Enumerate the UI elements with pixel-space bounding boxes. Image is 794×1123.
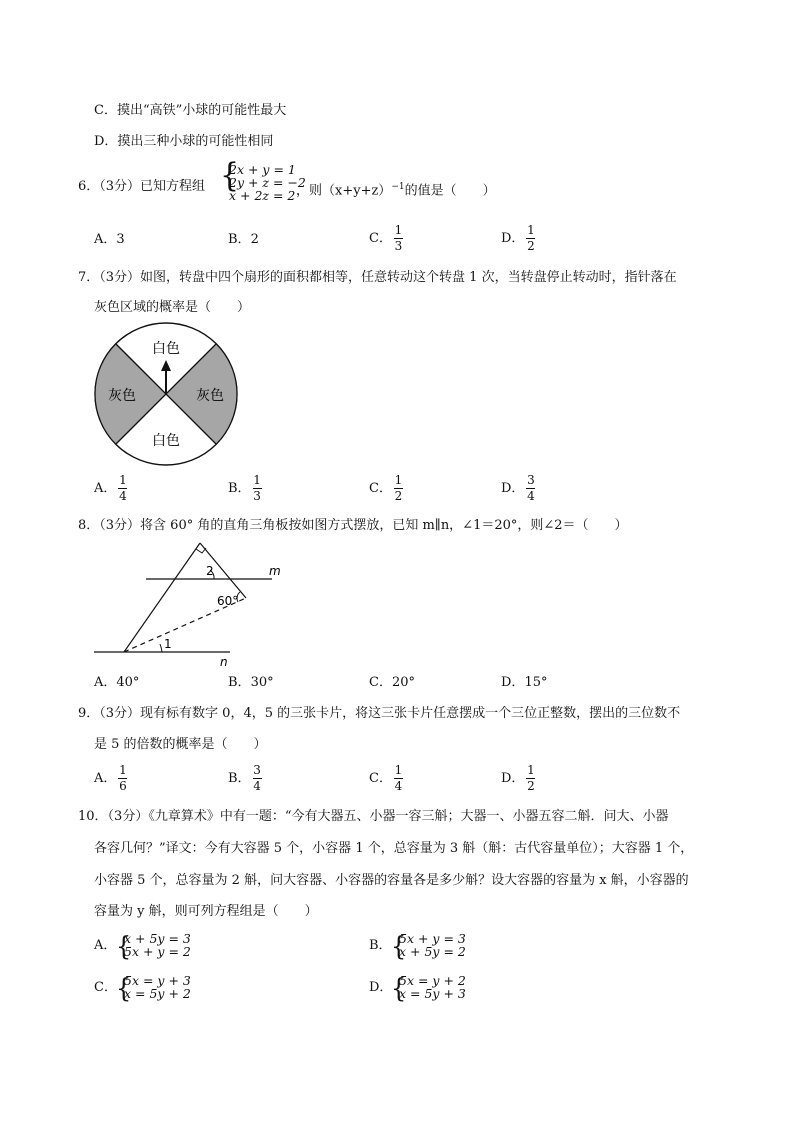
q10-line2: 各容几何？”译文：今有大容器 5 个，小容器 1 个，总容量为 3 斛（斛：古代容量单位）；大容器 1 个， bbox=[94, 841, 694, 856]
equation-system: { 5x = y + 2 x = 5y + 3 bbox=[391, 972, 466, 1004]
q10-option-c: C． { 5x = y + 3 x = 5y + 2 bbox=[94, 979, 117, 997]
q7-option-c: C． $\frac{1}{2}$ bbox=[369, 473, 403, 503]
q6-suffix bbox=[296, 178, 496, 200]
label-top: 白色 bbox=[152, 341, 180, 357]
option-letter: D． bbox=[501, 231, 525, 246]
brace-icon: { bbox=[391, 930, 407, 962]
q7-option-a: A． $\frac{1}{4}$ bbox=[94, 473, 127, 503]
q6-suffix-a: ，则（x+y+z） bbox=[296, 183, 392, 199]
brace-icon: { bbox=[116, 930, 132, 962]
fraction: $\frac{1}{3}$ bbox=[394, 223, 403, 253]
q9-line1: 9．（3分）现有标有数字 0，4，5 的三张卡片，将这三张卡片任意摆成一个三位正整数，摆出的三位数不 bbox=[78, 706, 681, 721]
q6-exponent: −1 bbox=[391, 182, 405, 192]
brace-icon: { bbox=[116, 972, 132, 1004]
q7-line2: 灰色区域的概率是（ ） bbox=[94, 300, 251, 315]
q10-line1: 10．（3分）《九章算术》中有一题：“今有大器五、小器一容三斛；大器一、小器五容二斛．问大、小器 bbox=[78, 809, 669, 824]
spinner-figure bbox=[94, 322, 238, 466]
q6-suffix-b: 的值是（ ） bbox=[404, 183, 496, 199]
option-letter: C． bbox=[369, 231, 392, 246]
fraction: $\frac{1}{2}$ bbox=[527, 763, 535, 793]
q6-prefix: 6．（3分）已知方程组 bbox=[78, 179, 206, 194]
q5-option-d: D．摸出三种小球的可能性相同 bbox=[94, 134, 274, 149]
label-n: n bbox=[220, 655, 228, 668]
q9-option-c: C． $\frac{1}{4}$ bbox=[369, 763, 403, 793]
q9-option-b: B． $\frac{3}{4}$ bbox=[228, 763, 261, 793]
fraction: $\frac{1}{6}$ bbox=[119, 763, 127, 793]
q8-line: 8．（3分）将含 60° 角的直角三角板按如图方式摆放，已知 m∥n，∠1＝20°，则∠2＝（ ） bbox=[78, 518, 628, 533]
fraction: $\frac{1}{4}$ bbox=[394, 763, 403, 793]
q10-option-a: A． { x + 5y = 3 5x + y = 2 bbox=[94, 937, 116, 955]
q9-line2: 是 5 的倍数的概率是（ ） bbox=[94, 737, 267, 752]
q7-option-b: B． $\frac{1}{3}$ bbox=[228, 473, 261, 503]
q9-option-a: A． $\frac{1}{6}$ bbox=[94, 763, 127, 793]
option-value: 2 bbox=[250, 232, 259, 247]
brace-icon: { bbox=[220, 156, 240, 195]
equation-system: { 5x = y + 3 x = 5y + 2 bbox=[116, 972, 191, 1004]
label-angle-2: 2 bbox=[206, 564, 214, 578]
q8-option-a: A．40° bbox=[94, 675, 140, 690]
q6-eq1: 2x + y = 1 bbox=[229, 162, 296, 177]
q8-option-d: D．15° bbox=[501, 675, 548, 690]
q10-option-d: D． { 5x = y + 2 x = 5y + 3 bbox=[369, 979, 392, 997]
q8-option-b: B．30° bbox=[228, 675, 274, 690]
equation-system: { x + 5y = 3 5x + y = 2 bbox=[116, 930, 191, 962]
label-left: 灰色 bbox=[108, 388, 136, 404]
q10-option-b: B． { 5x + y = 3 x + 5y = 2 bbox=[369, 937, 392, 955]
label-angle-60: 60° bbox=[217, 594, 239, 608]
q7-option-d: D． $\frac{3}{4}$ bbox=[501, 473, 535, 503]
angle-1-arc bbox=[160, 644, 162, 652]
option-value: 3 bbox=[116, 232, 125, 247]
option-letter: A． bbox=[94, 232, 117, 247]
label-bottom: 白色 bbox=[152, 433, 180, 449]
equation-system: { 5x + y = 3 x + 5y = 2 bbox=[391, 930, 466, 962]
fraction: $\frac{1}{2}$ bbox=[527, 223, 535, 253]
fraction: $\frac{1}{2}$ bbox=[394, 473, 403, 503]
label-angle-1: 1 bbox=[164, 637, 172, 651]
brace-icon: { bbox=[391, 972, 407, 1004]
fraction: $\frac{3}{4}$ bbox=[253, 763, 261, 793]
label-right: 灰色 bbox=[196, 388, 224, 404]
triangle-figure bbox=[94, 540, 294, 668]
option-letter: B． bbox=[228, 232, 251, 247]
q7-line1: 7．（3分）如图，转盘中四个扇形的面积都相等，任意转动这个转盘 1 次，当转盘停止转动时，指针落在 bbox=[78, 270, 677, 285]
fraction: $\frac{1}{3}$ bbox=[253, 473, 261, 503]
fraction: $\frac{1}{4}$ bbox=[119, 473, 127, 503]
q6-option-d bbox=[501, 224, 535, 253]
q8-option-c: C．20° bbox=[369, 675, 415, 690]
q10-line4: 容量为 y 斛，则可列方程组是（ ） bbox=[94, 904, 318, 919]
q6-option-c bbox=[369, 224, 403, 253]
fraction: $\frac{3}{4}$ bbox=[527, 473, 535, 503]
q10-line3: 小容器 5 个，总容量为 2 斛，问大容器、小容器的容量各是多少斛？设大容器的容量为 x 斛，小容器的 bbox=[94, 873, 689, 888]
q6-eq2: 2y + z = −2 bbox=[229, 175, 306, 190]
triangle-side bbox=[124, 543, 200, 652]
label-m: m bbox=[269, 564, 281, 578]
q6-option-a bbox=[94, 231, 125, 249]
q9-option-d: D． $\frac{1}{2}$ bbox=[501, 763, 535, 793]
q6-eq3: x + 2z = 2 bbox=[229, 188, 296, 203]
q6-option-b bbox=[228, 231, 259, 249]
q5-option-c: C．摸出“高铁”小球的可能性最大 bbox=[94, 103, 287, 118]
q6-equation-system bbox=[220, 156, 306, 207]
